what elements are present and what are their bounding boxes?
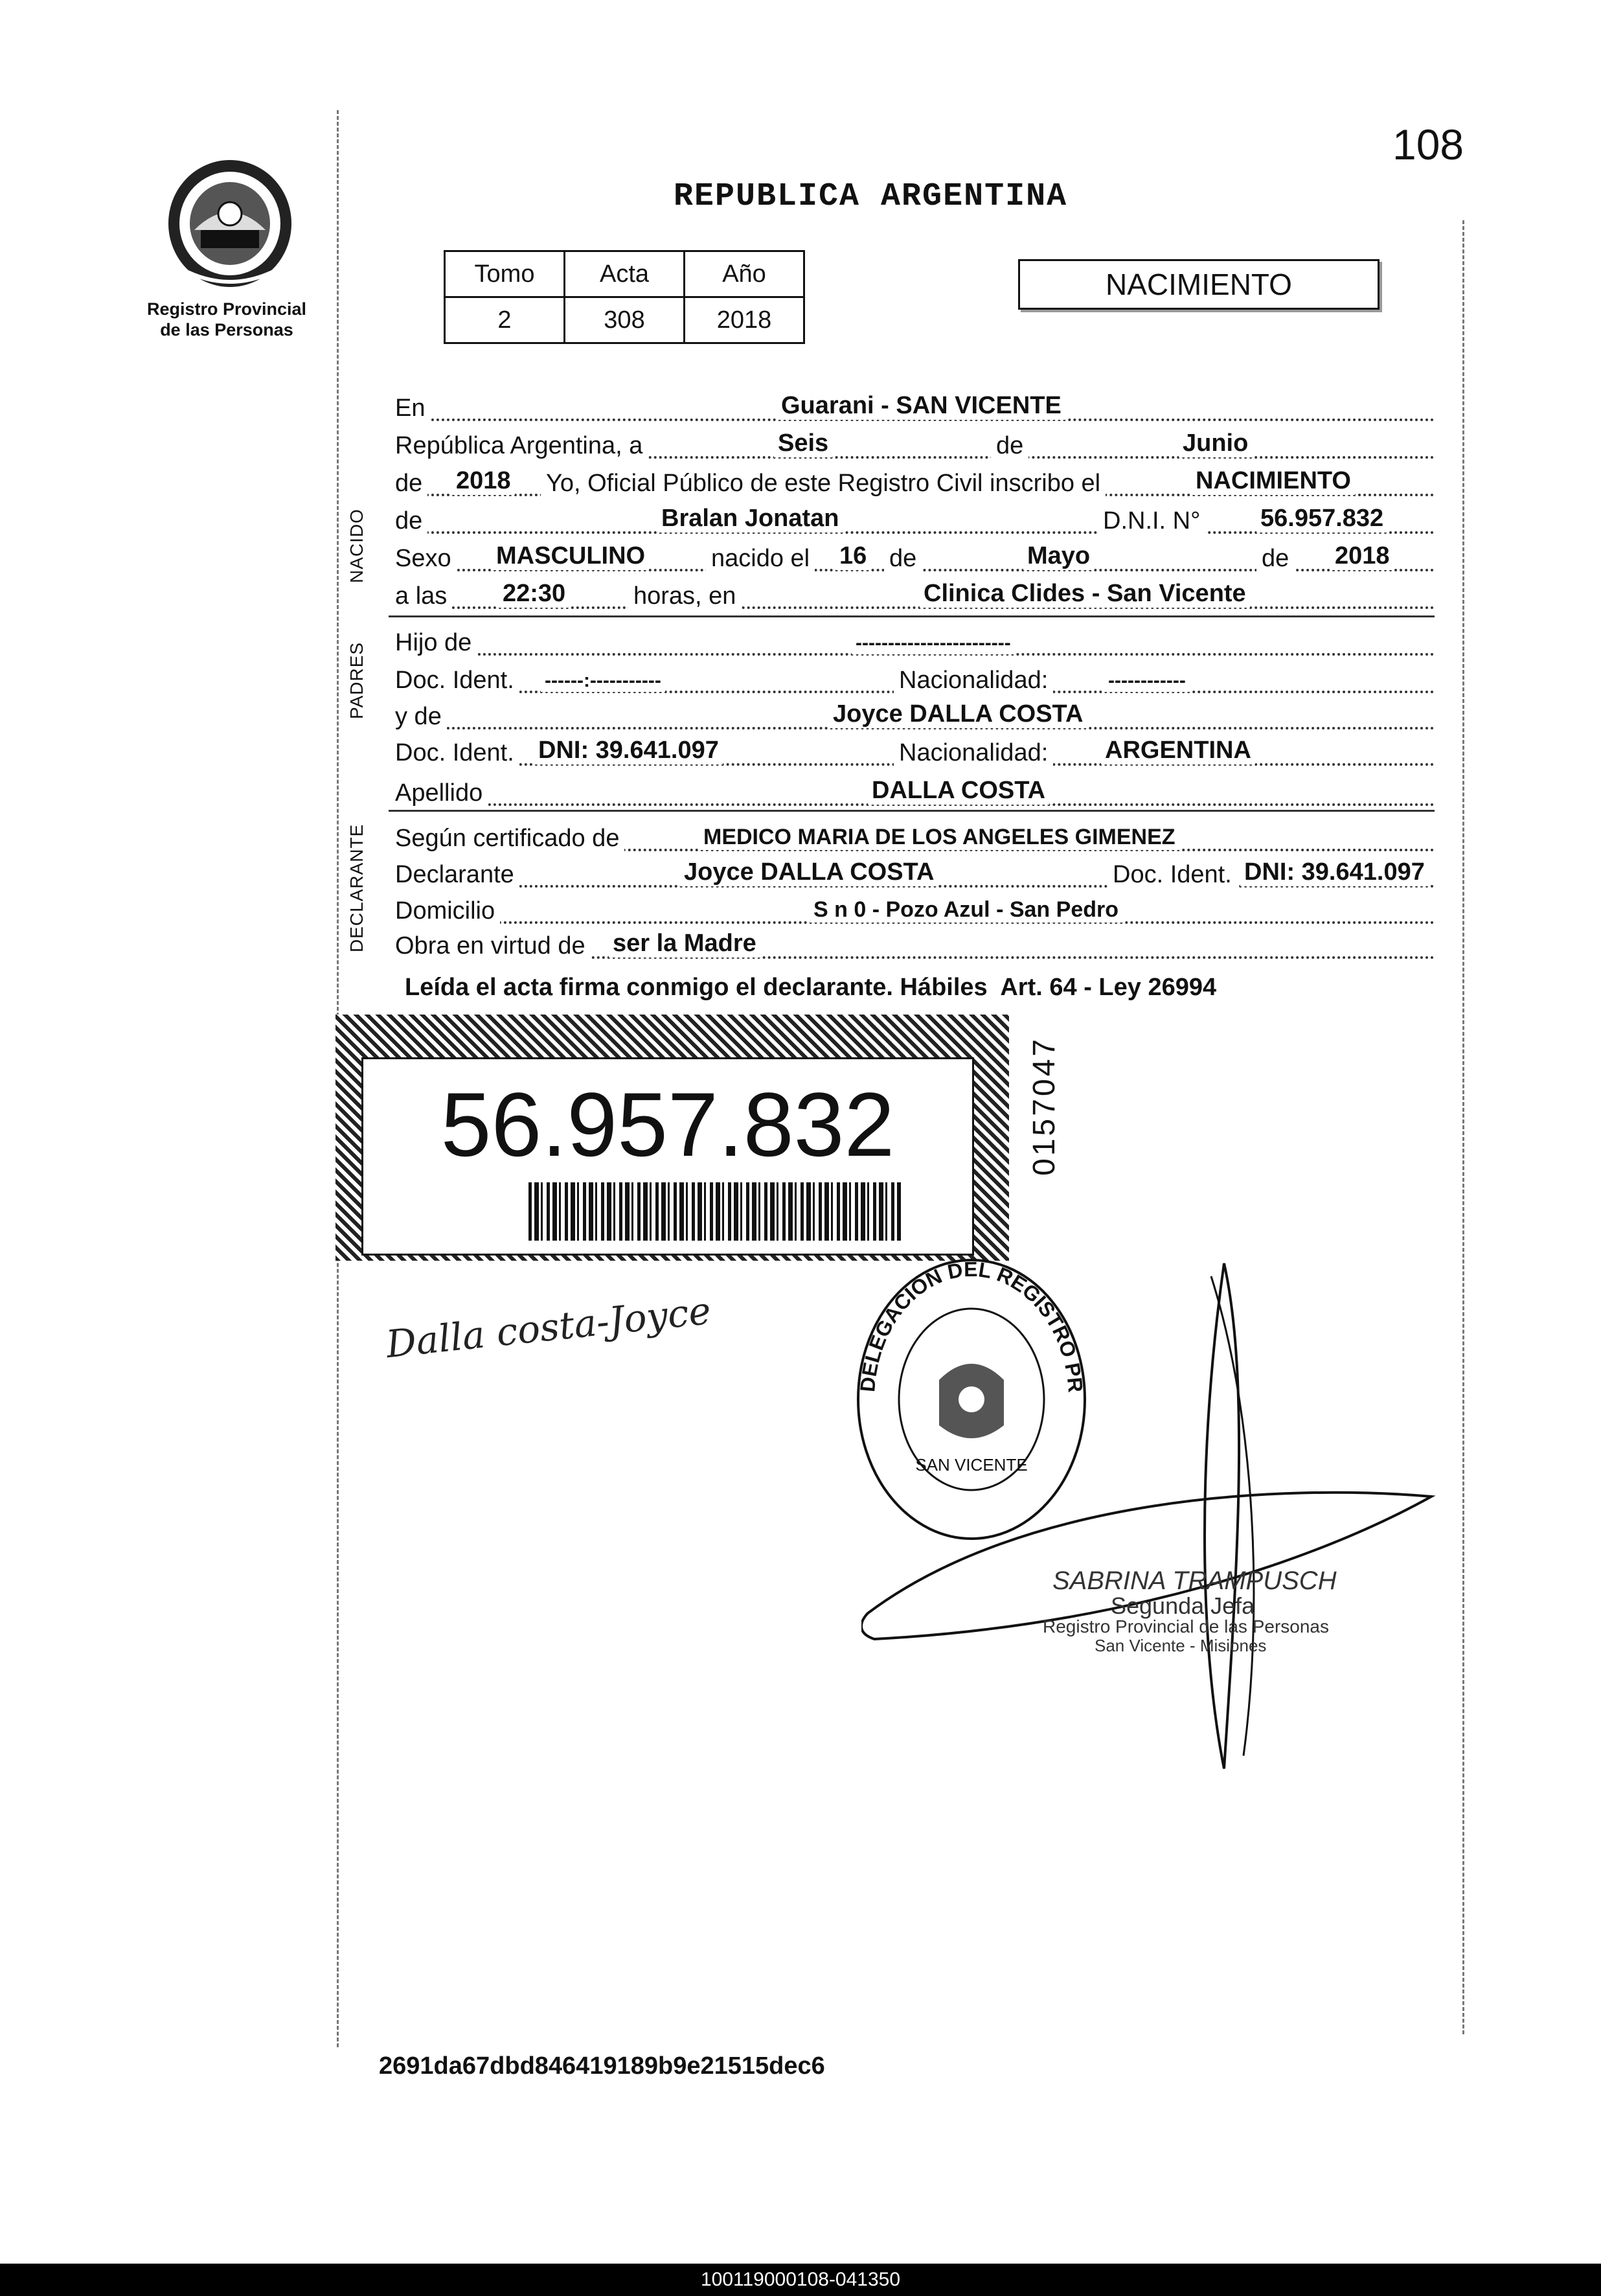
- registry-line-2: de las Personas: [160, 320, 293, 339]
- sticker-serial: 0157047: [1027, 1037, 1062, 1176]
- de4-label: de: [884, 545, 922, 573]
- row-domicilio: [395, 885, 1435, 924]
- doc1-value: ------:-----------: [541, 670, 665, 692]
- country-title: REPUBLICA ARGENTINA: [674, 178, 1068, 215]
- certificado-label: Según certificado de: [395, 825, 624, 853]
- doc2-label: Doc. Ident.: [395, 739, 519, 767]
- row-apellido: [395, 767, 1435, 806]
- right-margin-line: [1462, 220, 1464, 2034]
- registry-line-1: Registro Provincial: [146, 299, 307, 319]
- lugar-value: Clinica Clides - San Vicente: [920, 580, 1250, 608]
- row-certificado: [395, 812, 1435, 851]
- registry-table: [444, 250, 805, 344]
- nac2-value: ARGENTINA: [1101, 737, 1255, 764]
- oficial-text: Yo, Oficial Público de este Registro Civil inscribo el: [541, 470, 1106, 498]
- sticker-number: 56.957.832: [440, 1073, 895, 1175]
- dia-value: Seis: [774, 430, 832, 457]
- official-office: Registro Provincial de las Personas: [1043, 1616, 1329, 1636]
- hijo-value: ------------------------: [852, 632, 1015, 654]
- hora-value: 22:30: [499, 580, 569, 608]
- mes-value: Junio: [1179, 430, 1252, 457]
- record-type-box: NACIMIENTO: [1018, 259, 1380, 310]
- sticker-barcode: [528, 1182, 901, 1241]
- sexo-value: MASCULINO: [492, 542, 649, 570]
- divider-padres: [389, 810, 1435, 812]
- sexo-label: Sexo: [395, 545, 457, 573]
- doc1-label: Doc. Ident.: [395, 667, 519, 695]
- domicilio-value: S n 0 - Pozo Azul - San Pedro: [810, 897, 1122, 923]
- sticker-number-panel: [361, 1057, 974, 1256]
- de2-label: de: [395, 470, 427, 498]
- official-name: SABRINA TRAMPUSCH: [1052, 1567, 1337, 1595]
- row-doc1: [395, 654, 1435, 693]
- nac1-label: Nacionalidad:: [894, 667, 1053, 695]
- doc2-value: DNI: 39.641.097: [534, 737, 723, 764]
- doc3-value: DNI: 39.641.097: [1240, 858, 1429, 886]
- footer-bar: [0, 2264, 1601, 2296]
- section-label-nacido: NACIDO: [346, 509, 367, 583]
- official-role: Segunda Jefa: [1111, 1592, 1255, 1619]
- nacido-label: nacido el: [706, 545, 815, 573]
- province-logo: [162, 155, 298, 292]
- apellido-value: DALLA COSTA: [868, 777, 1049, 805]
- nombre-value: Bralan Jonatan: [657, 505, 843, 533]
- row-oficial: [395, 457, 1435, 496]
- hijo-label: Hijo de: [395, 629, 477, 657]
- page-number: 108: [1392, 121, 1464, 168]
- de5-label: de: [1256, 545, 1294, 573]
- doc3-label: Doc. Ident.: [1107, 861, 1237, 889]
- section-label-padres: PADRES: [346, 641, 367, 719]
- section-label-declarante: DECLARANTE: [346, 823, 367, 952]
- nac2-label: Nacionalidad:: [894, 739, 1053, 767]
- domicilio-label: Domicilio: [395, 897, 500, 925]
- header-anio: Año: [685, 251, 804, 297]
- legal-text: Leída el acta firma conmigo el declarante. Hábiles Art. 64 - Ley 26994: [405, 974, 1217, 1001]
- row-hijo: [395, 617, 1435, 656]
- id-sticker: [335, 1015, 1009, 1261]
- nac-mes-value: Mayo: [1023, 542, 1094, 570]
- en-label: En: [395, 395, 430, 422]
- certificado-value: MEDICO MARIA DE LOS ANGELES GIMENEZ: [699, 825, 1179, 850]
- de3-label: de: [395, 507, 427, 535]
- republica-label: República Argentina, a: [395, 432, 648, 460]
- anio-value: 2018: [452, 467, 515, 495]
- nac1-value: ------------: [1104, 670, 1190, 692]
- declarante-value: Joyce DALLA COSTA: [680, 858, 938, 886]
- value-acta: 308: [565, 297, 685, 343]
- row-republica: [395, 420, 1435, 459]
- row-hora: [395, 570, 1435, 609]
- row-en: [395, 382, 1435, 421]
- nac-anio-value: 2018: [1331, 542, 1394, 570]
- footer-code: 100119000108-041350: [700, 2269, 901, 2290]
- header-acta: Acta: [565, 251, 685, 297]
- row-nombre: [395, 495, 1435, 534]
- obra-label: Obra en virtud de: [395, 932, 591, 960]
- dni-value: 56.957.832: [1256, 505, 1387, 533]
- header-tomo: Tomo: [445, 251, 565, 297]
- alas-label: a las: [395, 582, 452, 610]
- declarant-signature: Dalla costa-Joyce: [383, 1288, 713, 1367]
- seal-outer-text: DELEGACION DEL REGISTRO PR: [856, 1257, 1087, 1394]
- obra-value: ser la Madre: [609, 930, 760, 958]
- row-doc2: [395, 727, 1435, 766]
- nac-dia-value: 16: [835, 542, 870, 570]
- value-anio: 2018: [685, 297, 804, 343]
- madre-value: Joyce DALLA COSTA: [829, 700, 1087, 728]
- row-sexo: [395, 533, 1435, 571]
- official-location: San Vicente - Misiones: [1095, 1636, 1267, 1655]
- value-tomo: 2: [445, 297, 565, 343]
- inscribo-value: NACIMIENTO: [1192, 467, 1355, 495]
- row-madre: [395, 691, 1435, 729]
- seal-inner-text: SAN VICENTE: [915, 1455, 1028, 1475]
- declarante-label: Declarante: [395, 861, 519, 889]
- document-hash: 2691da67dbd846419189b9e21515dec6: [379, 2052, 825, 2080]
- yde-label: y de: [395, 703, 447, 731]
- en-value: Guarani - SAN VICENTE: [777, 392, 1065, 420]
- row-declarante: [395, 849, 1435, 888]
- apellido-label: Apellido: [395, 779, 488, 807]
- de-label: de: [991, 432, 1028, 460]
- official-signature-strokes: [861, 1250, 1444, 1782]
- horas-label: horas, en: [628, 582, 741, 610]
- dni-label: D.N.I. N°: [1098, 507, 1205, 535]
- row-obra: [395, 920, 1435, 959]
